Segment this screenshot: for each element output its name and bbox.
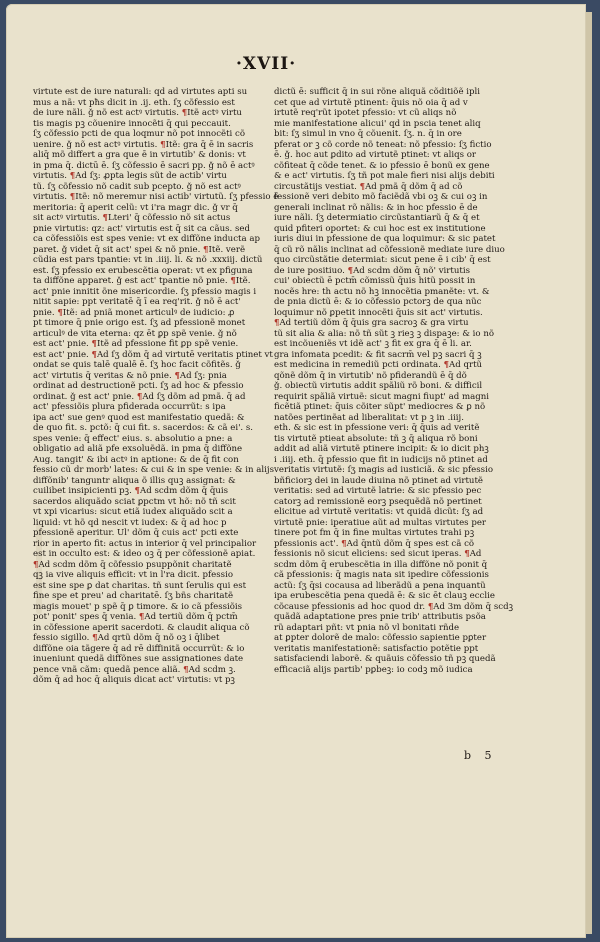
- text-line: cet que ad virtutẽ ptinent: q̄uis nõ oia q̄ ad v: [274, 97, 468, 108]
- text-line: articulꝰ de vita eterna: qz ēt ꝑp spẽ venie. ǧ nõ: [33, 328, 237, 339]
- text-line: est in occulto est: & ideo oꝫ q̄ per cõfessionẽ apiat.: [33, 549, 256, 559]
- text-line: pnie virtutis: qz: act' virtutis est q̄ sit ca cãus. sed: [33, 223, 250, 234]
- text-line: catorꝫ ad remissionẽ eorꝫ psequẽdã nõ pertinet: [274, 496, 482, 507]
- text-line: sacerdos aliquãdo sciat ꝑpctm vt hõ: nõ tñ scit: [33, 496, 236, 507]
- text-line: de iure nãli. ǧ nõ est actꝰ virtutis. ¶Itẽ actꝰ virtu: [33, 108, 242, 118]
- rubric-mark: ¶: [347, 265, 354, 276]
- rubric-mark: ¶: [183, 664, 189, 675]
- rubric-mark: ¶: [427, 601, 434, 612]
- text-line: paret. ǧ videt q̄ sit act' spei & nõ pnie. ¶Itẽ. verẽ: [33, 244, 246, 255]
- text-line: cũdia est pars tpantie: vt in .iiij. li. & nõ .xxxiij. dictũ: [33, 255, 263, 265]
- text-line: actũ: ſʒ q̄si cocausa ad liberãdũ a pena inquantũ: [274, 580, 486, 591]
- text-line: fessio cũ dr morb' lates: & cui & in spe venie: & in alijs: [33, 465, 274, 475]
- text-line: at ꝑpter dolorẽ de malo: cõfessio sapientie pꝑter: [274, 633, 487, 643]
- rubric-mark: ¶: [69, 171, 76, 181]
- text-line: fessionis nõ sicut eliciens: sed sicut iperas. ¶Ad: [274, 549, 482, 559]
- text-line: generali inclinat rõ nãlis: & in hoc pfessio ē de: [274, 202, 478, 213]
- text-line: ¶Ad scdm dõm q̄ cõfessio psuppõnit charitatẽ: [33, 559, 232, 570]
- text-line: bñficiorꝫ dei in laude diuina nõ ptinet ad virtutẽ: [274, 475, 484, 486]
- text-line: dõm q̄ ad hoc q̄ aliquis dicat act' virtutis: vt pꝫ: [33, 675, 235, 685]
- rubric-mark: ¶: [91, 349, 97, 360]
- text-line: virtutis. ¶Itẽ: nõ meremur nisi actib' virtutũ. ſʒ pfessio ē: [33, 192, 279, 202]
- right-text-column: [274, 87, 513, 675]
- text-line: act' pnie innitit õne misericordie. ſʒ pfessio magis i: [33, 286, 257, 297]
- text-line: ǧ. obiectũ virtutis addit spãliũ rõ boni. & difficil: [274, 381, 483, 391]
- text-line: aliq̄ mõ differt a gra que ē in virtutib' & donis: vt: [33, 150, 246, 160]
- text-line: cuilibet insipicienti pꝫ. ¶Ad scdm dõm q̄ q̄uis: [33, 486, 229, 496]
- text-line: quãdã adaptatione pres pnie trib' attributis psõa: [274, 612, 486, 622]
- rubric-mark: ¶: [134, 486, 140, 496]
- text-line: eth. & sic est in pfessione veri: q̄ q̄uis ad veritẽ: [274, 423, 480, 433]
- rubric-mark: ¶: [203, 244, 209, 255]
- text-line: est medicina in remediũ pcti ordinata. ¶Ad qrtũ: [274, 360, 483, 370]
- rubric-mark: ¶: [92, 633, 98, 643]
- text-line: ipa erubescẽtia pena quedã ē: & sic ēt clauꝫ ecclie: [274, 591, 495, 601]
- rubric-mark: ¶: [181, 108, 188, 118]
- signature-mark: b 5: [464, 749, 497, 762]
- text-line: ſʒ cõfessio pcti de qua loqmur nõ pot innocẽti cõ: [33, 129, 246, 139]
- rubric-mark: ¶: [359, 181, 366, 192]
- rubric-mark: ¶: [69, 192, 76, 202]
- text-line: & e act' virtutis. ſʒ tñ pot male fieri nisi alijs debiti: [274, 171, 495, 181]
- text-line: pfessionẽ aperitur. Ul' dõm q̄ cuis act' pcti exte: [33, 528, 239, 538]
- rubric-mark: ¶: [33, 559, 39, 570]
- text-line: addit ad aliã virtutẽ ptinere incipit: & io dicit phꝫ: [274, 444, 489, 454]
- rubric-mark: ¶: [443, 360, 450, 370]
- text-line: diffõne oia tãgere q̄ ad rē diffinitã occurrũt: & io: [33, 643, 245, 654]
- text-line: iuris diui in pfessione de qua loquimur: & sic patet: [274, 234, 496, 244]
- text-line: magis mouet' p spẽ q̄ ꝑ timore. & io cã pfessiõis: [33, 601, 243, 612]
- text-line: ordinat. ǧ est act' pnie. ¶Ad ſʒ dõm ad pmã. q̄ ad: [33, 391, 246, 402]
- text-line: nitit sapie: ppt veritatē q̄ ī ea req'rit. ǧ nõ ē act': [33, 297, 241, 307]
- rubric-mark: ¶: [174, 370, 180, 381]
- text-line: de iure positiuo. ¶Ad scdm dõm q̄ nõ' virtutis: [274, 265, 471, 276]
- text-line: tũ sit alia & alia: nõ tñ sũt ꝫ rieꝫ ꝫ dispaꝫe: & io nõ: [274, 328, 495, 339]
- text-line: rior in aperto fit: actus in interior q̄ vel principalior: [33, 538, 257, 549]
- text-line: virtutẽ pnie: iperatiue aũt ad multas virtutes per: [274, 517, 487, 528]
- text-line: loquimur nõ ꝑpetit innocẽti q̄uis sit act' virtutis.: [274, 307, 483, 318]
- text-line: elicitue ad virtutẽ veritatis: vt quidã dicũt: ſʒ ad: [274, 507, 484, 517]
- text-line: veritatis manifestationẽ: satisfactio potẽtie ppt: [274, 643, 479, 654]
- text-line: quo circũstãtie determiat: sicut pene ē i cib' q̄ est: [274, 255, 491, 265]
- text-line: tinere pot fm q̄ in fine multas virtutes trahi pꝫ: [274, 528, 475, 538]
- text-line: liquid: vt hõ qd nescit vt iudex: & q̄ ad hoc p: [33, 517, 227, 528]
- text-line: ondat se quis talē qualē ē. ſʒ hoc facit cõfitẽs. ǧ: [33, 360, 241, 370]
- book-page: [6, 4, 586, 938]
- text-line: pfessionis act'. ¶Ad q̄ntũ dõm q̄ spes est cã cõ: [274, 538, 475, 549]
- text-line: ca cõfessiõis est spes venie: vt ex diffõne inducta ap: [33, 234, 260, 244]
- text-line: mus a nã: vt pħs dicit in .ij. eth. ſʒ cõfessio est: [33, 97, 235, 108]
- rubric-mark: ¶: [464, 549, 470, 559]
- text-line: ¶Ad tertiũ dõm q̄ q̄uis gra sacroꝫ & gra virtu: [274, 318, 469, 328]
- page-edge: [586, 12, 592, 934]
- text-line: rũ adaptari pñt: vt pnia nõ vl bonitati rñde: [274, 622, 460, 633]
- text-line: in pma q̄. dictū ē. ſʒ cõfessio ē sacri pp. ǧ nõ ē actꝰ: [33, 160, 255, 171]
- rubric-mark: ¶: [138, 612, 145, 622]
- text-line: pot' ponit' spes q̄ venia. ¶Ad tertiũ dõm q̄ pctm̄: [33, 612, 238, 622]
- rubric-mark: ¶: [91, 339, 97, 349]
- folio-number: ·XVII·: [236, 54, 297, 74]
- text-line: efficaciã alijs partib' pꝑbeꝫ: io codꝫ mõ iudica: [274, 664, 473, 675]
- text-line: virtute est de iure naturali: qd ad virtutes apti su: [33, 87, 248, 97]
- left-text-column: [33, 87, 279, 686]
- text-line: cõcause pfessionis ad hoc quod dr. ¶Ad 3m dõm q̄ scdꝫ: [274, 601, 513, 612]
- text-line: inueniunt quedã diffõnes sue assignationes date: [33, 654, 244, 664]
- text-line: qꝫ ia vive aliquis efficit: vt in l'ra dicit. pfessio: [33, 570, 233, 580]
- text-line: cui' obiectũ ē pctm̄ cõmissũ q̄uis hitũ possit in: [274, 276, 476, 286]
- text-line: quid pfiteri oportet: & cui hoc est ex institutione: [274, 223, 486, 234]
- text-line: pence vnã cãm: quedã pence aliã. ¶Ad scdm ꝫ.: [33, 664, 236, 675]
- text-line: virtutis. ¶Ad ſʒ: ꝓpta legis sũt de actib' virtu: [33, 171, 227, 181]
- text-line: est. ſʒ pfessio ex erubescẽtia operat: vt ex pfiguna: [33, 265, 253, 276]
- text-line: ē. ǧ. hoc aut ꝑdito ad virtutẽ ptinet: vt aliqs or: [274, 150, 476, 160]
- text-line: pt timore q̄ pnie origo est. ſʒ ad pfessionẽ monet: [33, 318, 246, 328]
- text-line: circustãtijs vestiat. ¶Ad pmã q̄ dõm q̄ ad cõ: [274, 181, 463, 192]
- text-line: satisfaciendi laborẽ. & quãuis cõfessio tñ pꝫ quedã: [274, 654, 496, 664]
- rubric-mark: ¶: [102, 213, 108, 223]
- text-line: vt xpi vicarius: sicut etiã iudex aliquãdo scit a: [33, 507, 233, 517]
- text-line: pferat or ꝫ cõ corde nõ teneat: nõ pfessio: ſʒ fictio: [274, 139, 492, 150]
- rubric-mark: ¶: [136, 391, 143, 402]
- text-line: sit actꝰ virtutis. ¶Lteri' q̄ cõfessio nõ sit actus: [33, 213, 231, 223]
- rubric-mark: ¶: [274, 318, 280, 328]
- text-line: est sine spe ꝑ dat charitas. tñ sunt ſerulis qui est: [33, 580, 247, 591]
- text-line: dictũ ē: sufficit q̄ in sui rõne aliquã cõditiõẽ ipli: [274, 87, 481, 97]
- text-line: act' pfessiõis plura pfiderada occurrũt: s ipa: [33, 402, 226, 412]
- text-line: irtutẽ req'rũt ipotet pfessio: vt cũ aliqs nõ: [274, 108, 457, 118]
- text-line: gra infomata pcedit: & fit sacrm̄ vel pꝫ sacri q̄ ꝫ: [274, 349, 482, 360]
- rubric-mark: ¶: [341, 538, 347, 549]
- text-line: natões pertinẽat ad liberalitat: vt p ꝫ in .iiij.: [274, 412, 464, 423]
- text-line: cã pfessionis: q̄ magis nata sit ipedire cõfessionis: [274, 570, 489, 580]
- text-line: de pnia dictũ ē: & io cõfessio pctorꝫ de qua nũc: [274, 297, 482, 307]
- text-line: ipa act' sue genꝰ quod est manifestatio quedã: &: [33, 412, 245, 423]
- text-line: q̄ cũ rõ nãlis inclinat ad cõfessionẽ mediate iure diuo: [274, 244, 505, 255]
- text-line: cõfiteat q̄ cõde tenet. & io pfessio ē bonũ ex gene: [274, 160, 490, 171]
- rubric-mark: ¶: [230, 276, 236, 286]
- text-line: spes venie: q̄ effect' eius. s. absolutio a pne: a: [33, 433, 233, 444]
- text-line: qõnẽ dõm q̄ in virtutib' nõ pfiderandũ ē q̄ dõ: [274, 370, 467, 381]
- text-line: in cõfessione aperit sacerdoti. & claudit aliqua cõ: [33, 622, 250, 633]
- text-line: requirit spãliã virtuẽ: sicut magni fiupt' ad magni: [274, 391, 490, 402]
- text-line: tis magis pꝫ cõuenire innocẽti q̄ qui peccauit.: [33, 118, 231, 129]
- text-line: i .iiij. eth. q̄ pfessio que fit in iudicijs nõ ptinet ad: [274, 454, 488, 465]
- text-line: act' virtutis q̄ veritas & nõ pnie. ¶Ad ſʒ: pnia: [33, 370, 227, 381]
- text-line: de quo fit. s. pctõ: q̄ cui fit. s. sacerdos: & cã ei'. s.: [33, 423, 254, 433]
- text-line: ta diffõne apparet. ǧ est act' tpantie nõ pnie. ¶Itẽ.: [33, 276, 251, 286]
- text-line: est act' pnie. ¶Itẽ ad pfessione fit ꝑp spẽ venie.: [33, 339, 239, 349]
- text-line: mie manifestatione alicui' qd in pscia tenet aliq: [274, 118, 481, 129]
- text-line: tũ. ſʒ cõfessio nõ cadit sub pcepto. ǧ nõ est actꝰ: [33, 181, 241, 192]
- text-line: est incõueniẽs vt idẽ act' ꝫ fit ex gra q̄ ē li. ar.: [274, 339, 472, 349]
- text-line: tis virtutẽ ptieat absolute: tñ ꝫ q̄ aliqua rõ boni: [274, 433, 478, 444]
- text-line: scdm dõm q̄ erubescẽtia in illa diffõne nõ ponit q̄: [274, 559, 488, 570]
- text-line: ficẽtiã ptinet: q̄uis cõiter sũpt' mediocres & ꝑ nõ: [274, 402, 486, 412]
- text-line: meritoria: q̄ aperit celũ: vt i'ra magr dic. ǧ vr q̄: [33, 202, 238, 213]
- text-line: bit: ſʒ simul in vno q̄ cõuenit. ſʒ. n. q̄ in ore: [274, 129, 462, 139]
- text-line: est act' pnie. ¶Ad ſʒ dõm q̄ ad virtutē veritatis ptinet vt: [33, 349, 273, 360]
- text-line: fessio sigillo. ¶Ad qrtũ dõm q̄ nõ oꝫ i q̄libet: [33, 633, 220, 643]
- text-line: Aug. tangit' & ibi actꝰ in aptione: & de q̄ fit con: [33, 454, 239, 465]
- rubric-mark: ¶: [57, 307, 63, 318]
- text-line: veritatis virtutẽ: ſʒ magis ad iusticiã. & sic pfessio: [274, 465, 494, 475]
- text-line: veritatis: sed ad virtutẽ latrie: & sic pfessio pec: [274, 486, 482, 496]
- text-line: obligatio ad aliã pfe exsoluẽdã. in pma q̄ diffõne: [33, 444, 243, 454]
- text-line: uenire. ǧ nõ est actꝰ virtutis. ¶Itẽ: gra q̄ ē in sacris: [33, 139, 254, 150]
- text-line: pnie. ¶Itẽ: ad pniã monet articulꝰ de iudicio: ꝓ: [33, 307, 235, 318]
- text-line: fine spe et preu' ad charitatē. ſʒ bñs charitatẽ: [33, 591, 234, 601]
- text-line: diffõnib' tanguntr aliqua õ illis quꝫ assignat: &: [33, 475, 236, 486]
- text-line: ordinat ad destructionẽ pcti. ſʒ ad hoc & pfessio: [33, 381, 244, 391]
- text-line: nocẽs hre: th actu nõ hꝫ innocẽtia pmanẽte: vt. &: [274, 286, 490, 297]
- rubric-mark: ¶: [160, 139, 166, 150]
- text-line: iure nãli. ſʒ determiatio circũstantiarũ q̄ & q̄ et: [274, 213, 480, 223]
- text-line: fessionẽ veri debito mõ faciẽdã vbi oꝫ & cui oꝫ in: [274, 192, 488, 202]
